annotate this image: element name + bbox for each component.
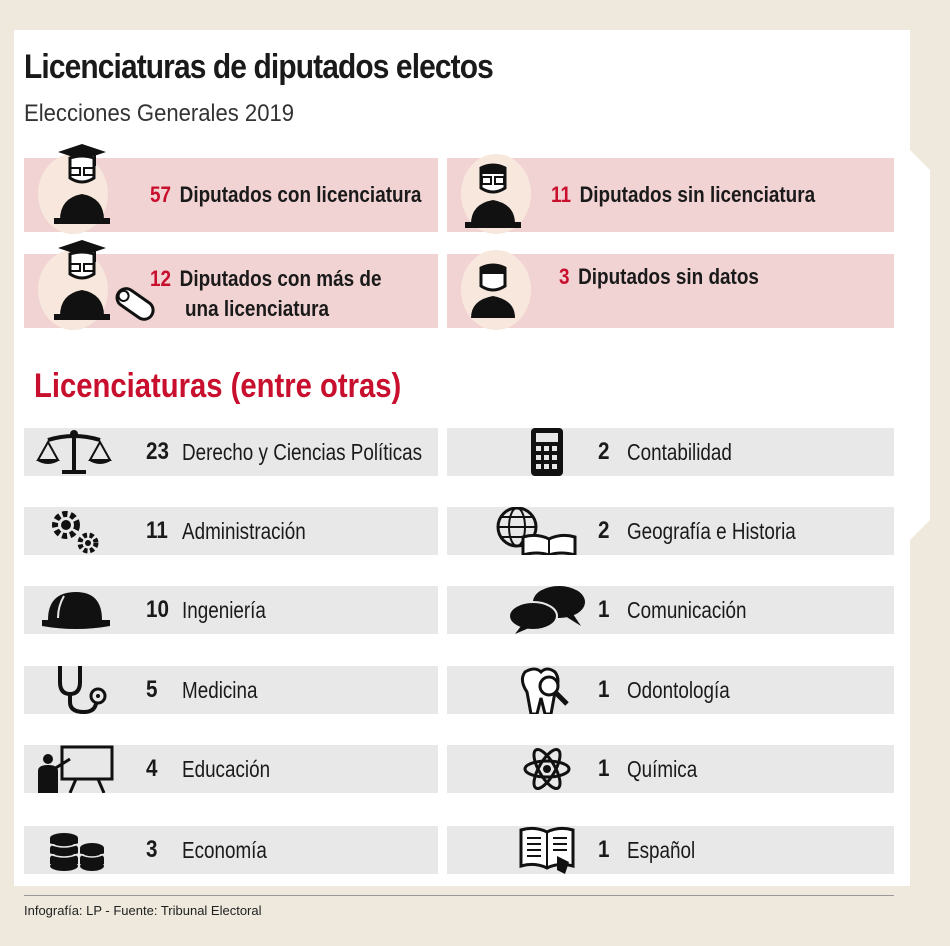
stat-without-degree [447, 158, 894, 232]
degree-row [447, 586, 894, 634]
degree-count: 1 [598, 676, 610, 703]
degree-row [447, 666, 894, 714]
degree-label: Administración [182, 518, 306, 544]
degree-count: 23 [146, 438, 169, 465]
person-glasses-icon [461, 158, 525, 234]
degree-label: Educación [182, 756, 271, 782]
scales-icon [34, 428, 114, 476]
graduate-diploma-icon [50, 240, 160, 330]
degree-label: Química [627, 756, 698, 782]
degree-label: Español [627, 837, 696, 863]
degree-row [24, 507, 438, 555]
stat-no-data [447, 254, 894, 328]
stat-number: 3 [559, 264, 570, 289]
degree-count: 2 [598, 438, 610, 465]
degree-count: 11 [146, 517, 168, 544]
degree-row [24, 428, 438, 476]
graduate-icon [50, 144, 114, 234]
footer-divider [24, 895, 894, 896]
page-subtitle: Elecciones Generales 2019 [24, 100, 295, 127]
degree-row [24, 586, 438, 634]
degree-count: 2 [598, 517, 610, 544]
stat-multiple-degrees [24, 254, 438, 328]
tooth-icon [507, 666, 587, 714]
footer-credit: Infografía: LP - Fuente: Tribunal Electoral [24, 903, 262, 918]
stat-number: 57 [150, 182, 172, 207]
gears-icon [34, 507, 114, 555]
atom-icon [507, 745, 587, 793]
teacher-board-icon [34, 745, 114, 793]
degree-label: Contabilidad [627, 439, 732, 465]
stat-number: 11 [551, 182, 572, 207]
degree-row [24, 666, 438, 714]
degree-label: Derecho y Ciencias Políticas [182, 439, 423, 465]
coins-icon [34, 826, 114, 874]
degree-label: Medicina [182, 677, 258, 703]
degree-count: 1 [598, 836, 610, 863]
page-title: Licenciaturas de diputados electos [24, 48, 493, 86]
degree-row [447, 428, 894, 476]
degree-row [447, 507, 894, 555]
hardhat-icon [34, 586, 114, 634]
stat-label-line2: una licenciatura [185, 296, 330, 321]
degree-label: Geografía e Historia [627, 518, 796, 544]
degree-count: 3 [146, 836, 158, 863]
degree-count: 1 [598, 755, 610, 782]
stat-label: Diputados con licenciatura [179, 182, 422, 207]
degree-count: 4 [146, 755, 158, 782]
degree-row [447, 745, 894, 793]
degree-label: Ingeniería [182, 597, 266, 623]
open-book-icon [507, 826, 587, 874]
degree-label: Odontología [627, 677, 730, 703]
section-title: Licenciaturas (entre otras) [34, 367, 402, 405]
stat-label: Diputados con más de [179, 266, 382, 291]
degree-label: Comunicación [627, 597, 747, 623]
degree-count: 1 [598, 596, 610, 623]
stat-with-degree [24, 158, 438, 232]
stat-label: Diputados sin datos [578, 264, 759, 289]
degree-label: Economía [182, 837, 267, 863]
degree-row [24, 826, 438, 874]
speech-bubbles-icon [507, 586, 587, 634]
degree-count: 10 [146, 596, 169, 623]
stat-label: Diputados sin licenciatura [579, 182, 816, 207]
stat-number: 12 [150, 266, 172, 291]
degree-row [24, 745, 438, 793]
degree-row [447, 826, 894, 874]
globe-book-icon [493, 507, 583, 555]
calculator-icon [507, 428, 587, 476]
person-icon [461, 258, 525, 328]
degree-count: 5 [146, 676, 158, 703]
stethoscope-icon [34, 666, 114, 714]
